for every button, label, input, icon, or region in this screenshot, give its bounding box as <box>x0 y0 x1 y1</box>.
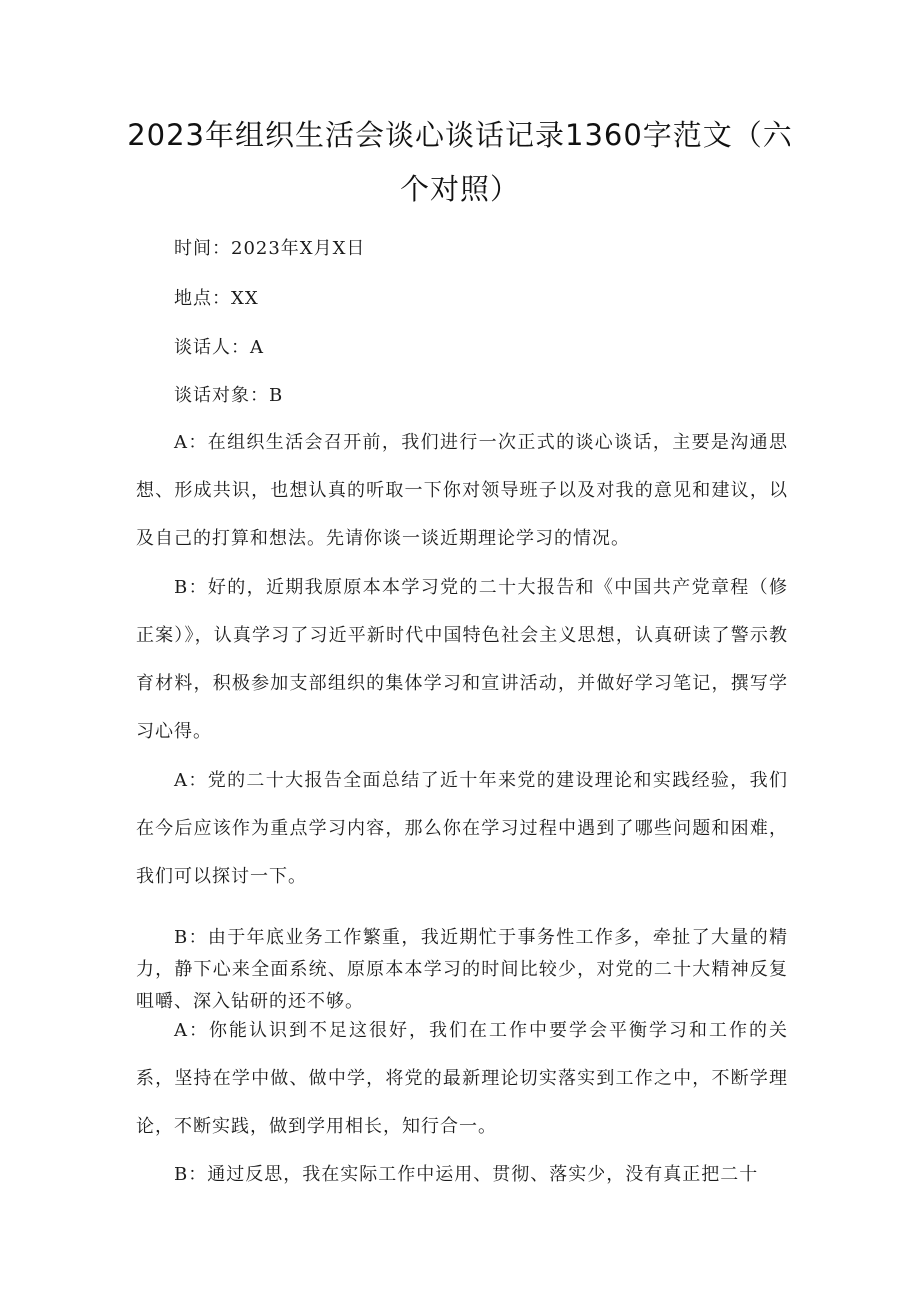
meta-speaker: 谈话人：A <box>174 337 264 358</box>
meta-time: 时间：2023年X月X日 <box>174 238 366 259</box>
document-title: 2023年组织生活会谈心谈话记录1360字范文（六个对照） <box>127 118 793 206</box>
paragraph-2: B：好的，近期我原原本本学习党的二十大报告和《中国共产党章程（修正案）》，认真学习了习近平新时代中国特色社会主义思想，认真研读了警示教育材料，积极参加支部组织的集体学习和宣讲活动，并做好学习笔记，撰写学习心得。 <box>136 577 788 742</box>
paragraph-6: B：通过反思，我在实际工作中运用、贯彻、落实少，没有真正把二十 <box>174 1164 759 1185</box>
paragraph-3: A：党的二十大报告全面总结了近十年来党的建设理论和实践经验，我们在今后应该作为重点学习内容，那么你在学习过程中遇到了哪些问题和困难，我们可以探讨一下。 <box>136 770 788 887</box>
meta-place: 地点：XX <box>174 288 259 309</box>
paragraph-1: A：在组织生活会召开前，我们进行一次正式的谈心谈话，主要是沟通思想、形成共识，也想认真的听取一下你对领导班子以及对我的意见和建议，以及自己的打算和想法。先请你谈一谈近期理论学习的情况。 <box>136 432 788 549</box>
paragraph-4: B：由于年底业务工作繁重，我近期忙于事务性工作多，牵扯了大量的精力，静下心来全面系统、原原本本学习的时间比较少，对党的二十大精神反复咀嚼、深入钻研的还不够。 <box>136 927 788 1012</box>
paragraph-5: A：你能认识到不足这很好，我们在工作中要学会平衡学习和工作的关系，坚持在学中做、做中学，将党的最新理论切实落实到工作之中，不断学理论，不断实践，做到学用相长，知行合一。 <box>136 1020 788 1137</box>
meta-target: 谈话对象：B <box>174 385 284 406</box>
